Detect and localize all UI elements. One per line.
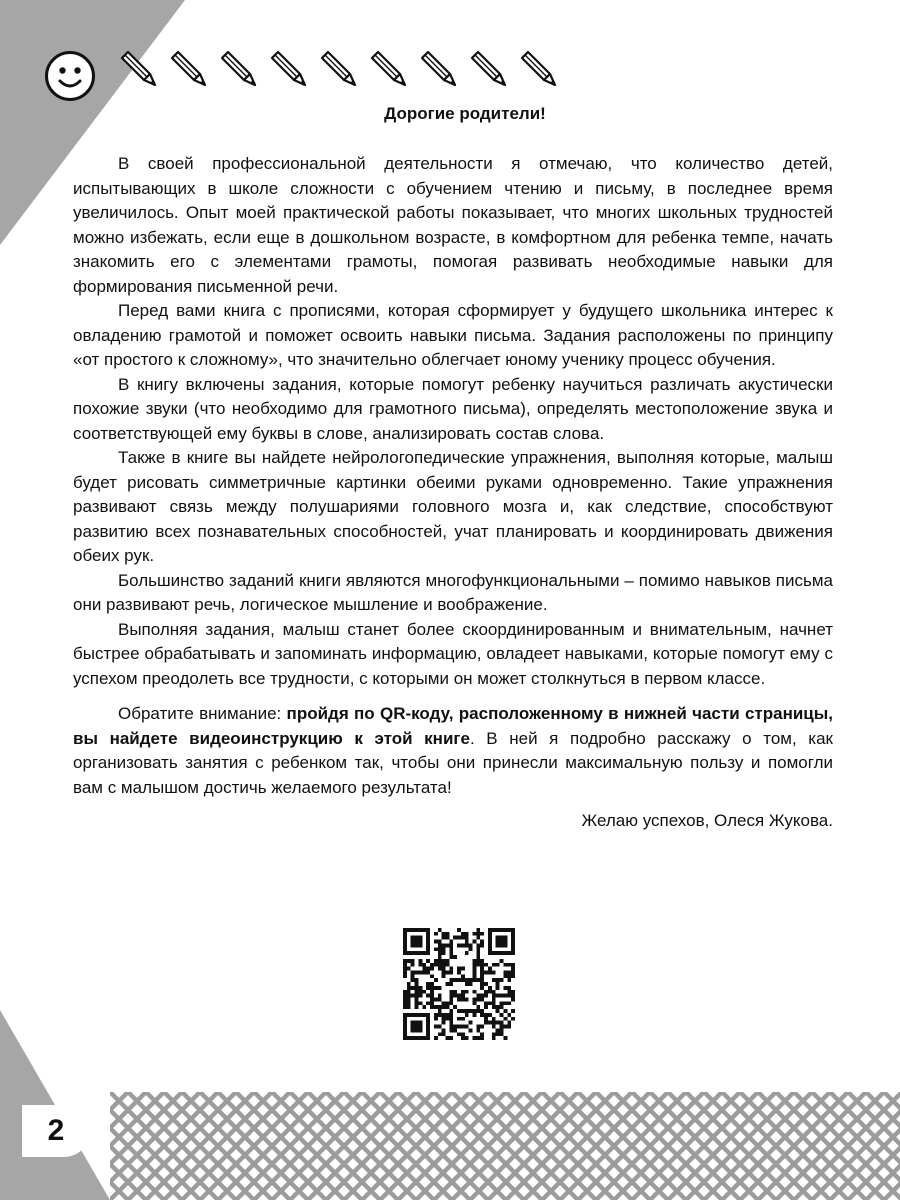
qr-code-icon[interactable] (403, 928, 515, 1040)
pencil-icon (122, 52, 155, 85)
qr-note-rest: . В ней я подробно расскажу о том, как организовать занятия с ребенком так, чтобы они принесли максимальную пользу и помогли вам с малышом достичь желаемого результата! (73, 728, 833, 797)
letter-body (73, 152, 833, 834)
page-title: Дорогие родители! (384, 104, 546, 123)
smiley-face-icon (44, 50, 96, 102)
paragraph: В книгу включены задания, которые помогут ребенку научиться различать акустически похожие звуки (что необходимо для грамотного письма), определять местоположение звука и соответствующей ему буквы в слове, анализировать состав слова. (73, 374, 833, 443)
qr-note-lead: Обратите внимание: (118, 704, 287, 723)
page-number: 2 (47, 1114, 65, 1147)
paragraph: Также в книге вы найдете нейрологопедические упражнения, выполняя которые, малыш будет рисовать симметричные картинки обеими руками одновременно. Такие упражнения развивают связь между полушариями головного мозга и, как следствие, способствуют развитию всех познавательных способностей, учат планировать и координировать движения обеих рук. (73, 448, 833, 565)
crosshatch-pattern (110, 1092, 900, 1200)
pencil-icon (472, 52, 505, 85)
pencil-icon (322, 52, 355, 85)
qr-note-bold: пройдя по QR-коду, расположенному в нижней части страницы, вы найдете видеоинструкцию к этой книге (73, 704, 833, 748)
pencil-icon (222, 52, 255, 85)
pencil-icon (172, 52, 205, 85)
pencil-icon (372, 52, 405, 85)
paragraph: В своей профессиональной деятельности я отмечаю, что количество детей, испытывающих в школе сложности с обучением чтению и письму, в последнее время увеличилось. Опыт моей практической работы показывает, что многих школьных трудностей можно избежать, если еще в дошкольном возрасте, в комфортном для ребенка темпе, начать знакомить его с элементами грамоты, помогая развивать необходимые навыки для формирования письменной речи. (73, 154, 833, 296)
qr-note-paragraph (73, 702, 833, 800)
pencil-icon (272, 52, 305, 85)
pencil-icon (422, 52, 455, 85)
paragraph: Выполняя задания, малыш станет более скоординированным и внимательным, начнет быстрее обрабатывать и запоминать информацию, овладеет навыками, которые помогут ему с успехом преодолеть все трудности, с которыми он может столкнуться в первом классе. (73, 619, 833, 688)
signature: Желаю успехов, Олеся Жукова. (581, 811, 833, 830)
paragraph: Большинство заданий книги являются многофункциональными – помимо навыков письма они развивают речь, логическое мышление и воображение. (73, 570, 833, 614)
pencil-row (112, 50, 562, 90)
paragraph: Перед вами книга с прописями, которая сформирует у будущего школьника интерес к овладению грамотой и поможет освоить навыки письма. Задания расположены по принципу «от простого к сложному», что значительно облегчает юному ученику процесс обучения. (73, 301, 833, 369)
pencil-icon (522, 52, 555, 85)
